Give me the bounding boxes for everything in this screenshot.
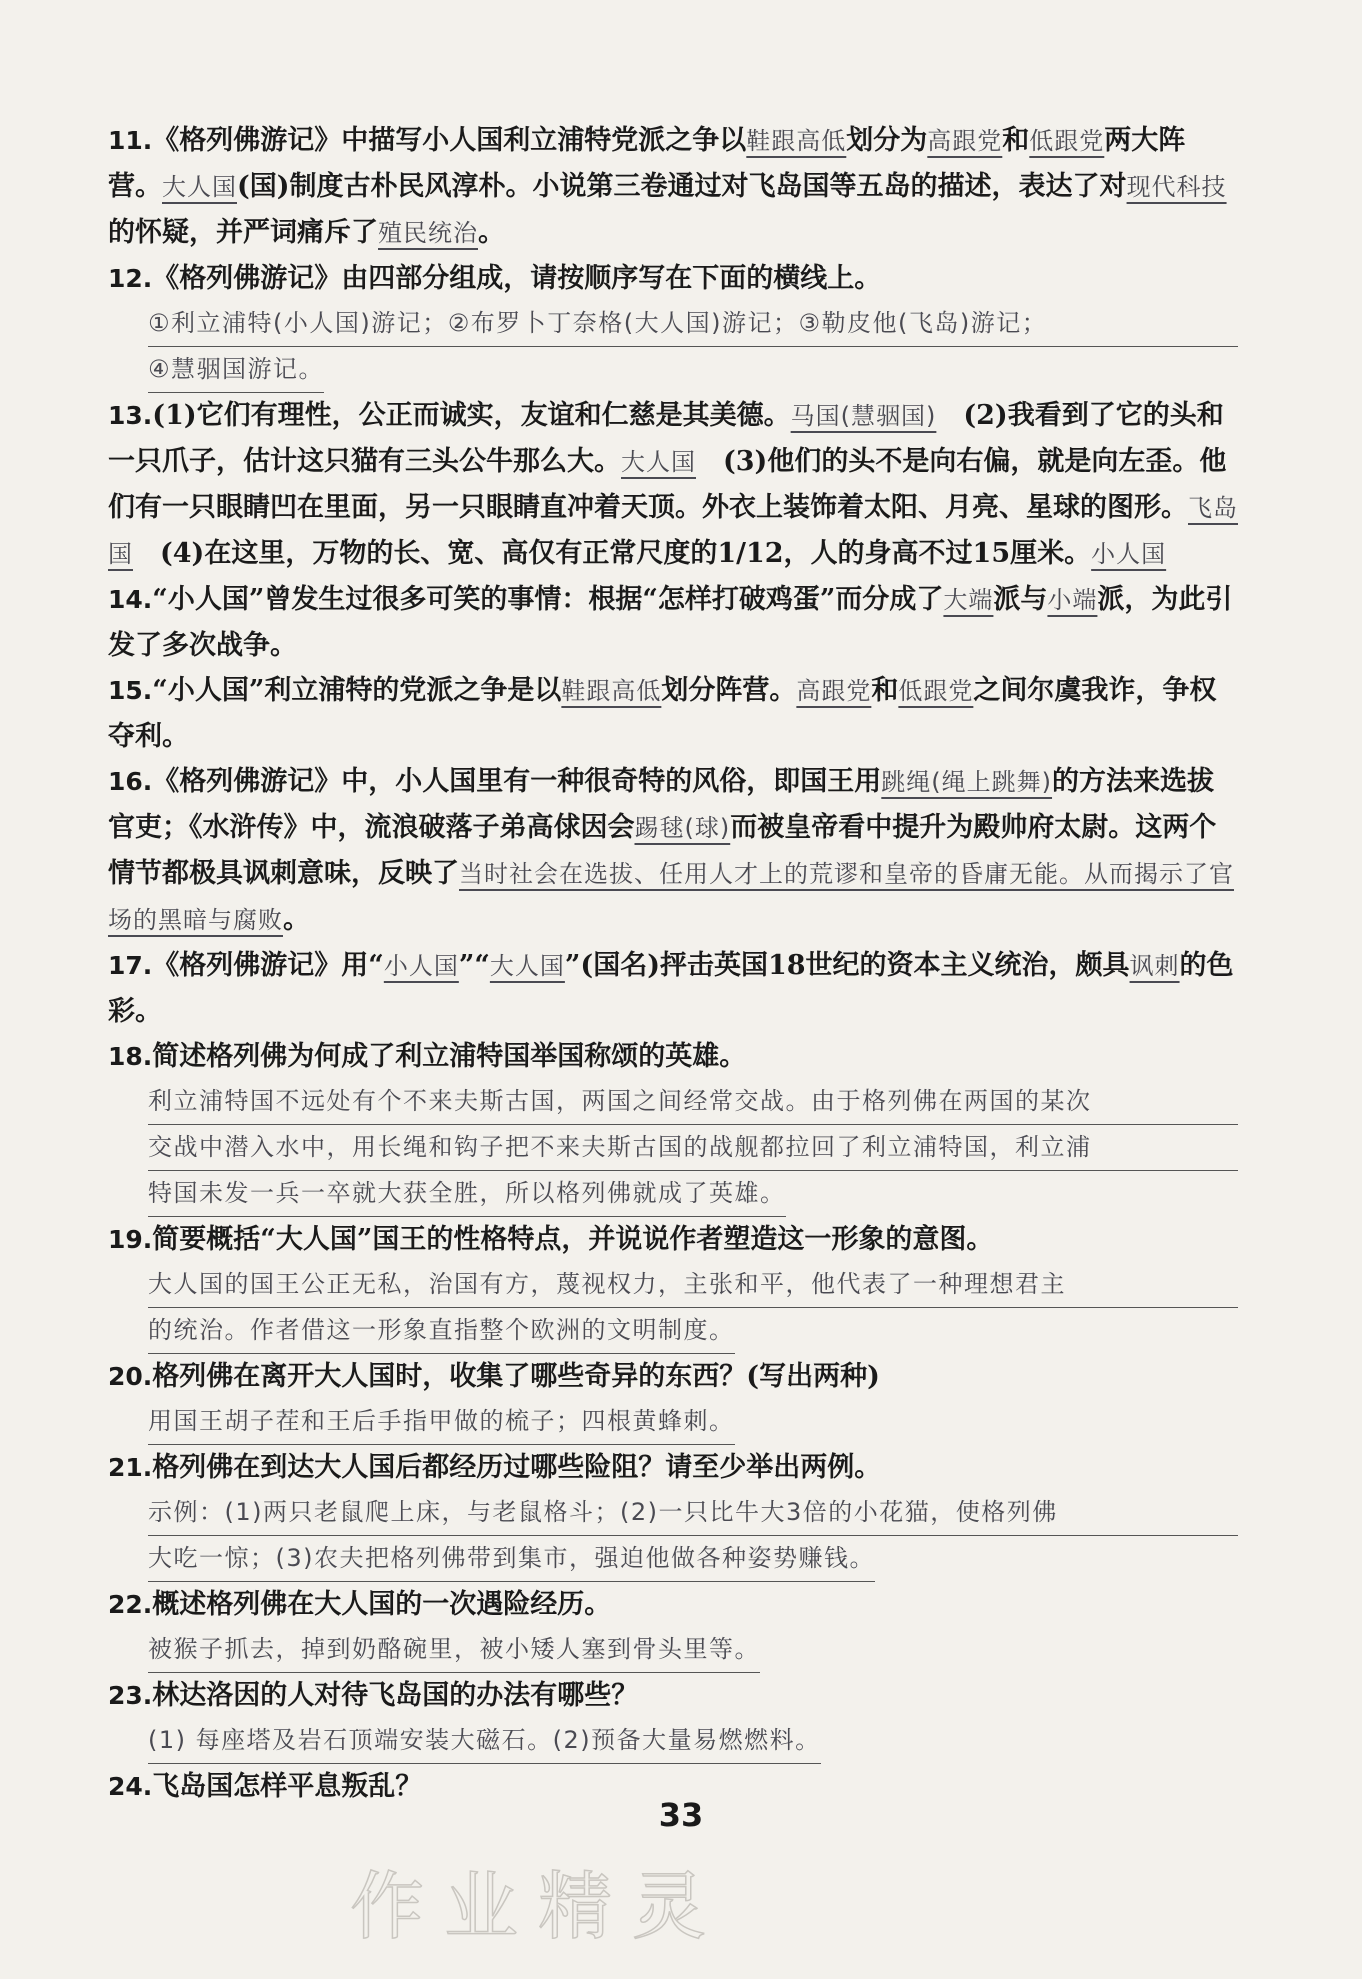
question-text: “小人国”利立浦特的党派之争是以 [152, 675, 562, 706]
page-number: 33 [658, 1796, 704, 1834]
question-text: “小人国”曾发生过很多可笑的事情：根据“怎样打破鸡蛋”而分成了 [152, 584, 944, 615]
answer-block [108, 1490, 1238, 1582]
answer-line: ④慧骃国游记。 [148, 347, 324, 393]
answer-line: 利立浦特国不远处有个不来夫斯古国，两国之间经常交战。由于格列佛在两国的某次 [148, 1079, 1238, 1125]
question-text: 的方法来选拔官吏；《水浒传》中，流浪破落子弟高俅因会 [108, 766, 1215, 843]
question-text: 《格列佛游记》由四部分组成，请按顺序写在下面的横线上。 [152, 263, 882, 294]
answer-line: 的统治。作者借这一形象直指整个欧洲的文明制度。 [148, 1308, 735, 1354]
question-text: 和 [871, 675, 899, 706]
question-text: ”“ [458, 950, 490, 981]
question-text: 《格列佛游记》中，小人国里有一种很奇特的风俗，即国王用 [152, 766, 882, 797]
question-number: 20. [108, 1362, 153, 1391]
question-number: 15. [108, 676, 153, 705]
question-text: 飞岛国怎样平息叛乱？ [152, 1771, 423, 1802]
answer-fill: 大端 [943, 586, 994, 614]
question-text: 划分为 [846, 125, 928, 156]
answer-fill: 小端 [1047, 586, 1098, 614]
answer-line: 大吃一惊；(3)农夫把格列佛带到集市，强迫他做各种姿势赚钱。 [148, 1536, 875, 1582]
answer-block [108, 1718, 1238, 1764]
answer-fill: 踢毬(球) [634, 814, 731, 842]
answer-fill: 讽刺 [1129, 952, 1180, 980]
answer-fill: 大人国 [489, 952, 565, 980]
question-number: 13. [108, 401, 153, 430]
question-text: 派与 [993, 584, 1048, 615]
question-text: 的怀疑，并严词痛斥了 [108, 217, 378, 248]
question-text: 之间尔虞我诈，争权夺利。 [108, 675, 1217, 752]
question-number: 21. [108, 1453, 153, 1482]
answer-line: (1) 每座塔及岩石顶端安装大磁石。(2)预备大量易燃燃料。 [148, 1718, 821, 1764]
question-text: 《格列佛游记》中描写小人国利立浦特党派之争以 [152, 125, 747, 156]
question-number: 14. [108, 585, 153, 614]
question-number: 16. [108, 767, 153, 796]
question-19 [108, 1217, 1238, 1354]
question-text: 。 [478, 217, 505, 248]
question-text: 概述格列佛在大人国的一次遇险经历。 [152, 1589, 612, 1620]
question-text: 简要概括“大人国”国王的性格特点，并说说作者塑造这一形象的意图。 [152, 1224, 994, 1255]
answer-line: ①利立浦特(小人国)游记；②布罗卜丁奈格(大人国)游记；③勒皮他(飞岛)游记； [148, 301, 1238, 347]
question-text: 两大阵营。 [108, 125, 1186, 202]
question-23 [108, 1673, 1238, 1764]
question-14 [108, 577, 1238, 668]
question-20 [108, 1354, 1238, 1445]
answer-line: 示例：(1)两只老鼠爬上床，与老鼠格斗；(2)一只比牛大3倍的小花猫，使格列佛 [148, 1490, 1238, 1536]
answer-fill: 大人国 [162, 173, 237, 201]
question-11 [108, 118, 1238, 256]
question-22 [108, 1582, 1238, 1673]
answer-fill: 跳绳(绳上跳舞) [881, 768, 1053, 796]
answer-fill: 高跟党 [796, 677, 872, 705]
question-number: 23. [108, 1681, 153, 1710]
question-text: (4)在这里，万物的长、宽、高仅有正常尺度的1/12，人的身高不过15厘米。 [133, 538, 1092, 569]
answer-block [108, 1627, 1238, 1673]
answer-line: 被猴子抓去，掉到奶酪碗里，被小矮人塞到骨头里等。 [148, 1627, 760, 1673]
answer-line: 特国未发一兵一卒就大获全胜，所以格列佛就成了英雄。 [148, 1171, 786, 1217]
question-text: 格列佛在离开大人国时，收集了哪些奇异的东西？(写出两种) [152, 1361, 880, 1392]
question-13 [108, 393, 1238, 577]
answer-fill: 鞋跟高低 [561, 677, 662, 705]
question-text: 林达洛因的人对待飞岛国的办法有哪些？ [152, 1680, 639, 1711]
answer-fill: 现代科技 [1126, 173, 1227, 201]
answer-line: 交战中潜入水中，用长绳和钩子把不来夫斯古国的战舰都拉回了利立浦特国，利立浦 [148, 1125, 1238, 1171]
answer-fill: 低跟党 [1029, 127, 1105, 155]
question-text: 简述格列佛为何成了利立浦特国举国称颂的英雄。 [152, 1041, 747, 1072]
question-18 [108, 1034, 1238, 1217]
answer-block [108, 1262, 1238, 1354]
answer-fill: 小人国 [383, 952, 459, 980]
question-number: 11. [108, 126, 153, 155]
answer-fill: 大人国 [621, 448, 696, 476]
question-12 [108, 256, 1238, 393]
question-number: 18. [108, 1042, 153, 1071]
question-15 [108, 668, 1238, 759]
question-text: 的色彩。 [108, 950, 1234, 1027]
answer-fill: 马国(慧骃国) [790, 402, 937, 430]
question-text: (3)他们的头不是向右偏，就是向左歪。他们有一只眼睛凹在里面，另一只眼睛直冲着天顶。外衣上装饰着太阳、月亮、星球的图形。 [108, 446, 1227, 523]
watermark: 作业精灵 [350, 1864, 726, 1950]
question-text: 划分阵营。 [661, 675, 797, 706]
question-number: 12. [108, 264, 153, 293]
question-list [108, 118, 1238, 1809]
answer-fill: 飞岛国 [108, 494, 1238, 568]
question-text: (2)我看到了它的头和一只爪子，估计这只猫有三头公牛那么大。 [108, 400, 1224, 477]
question-16 [108, 759, 1238, 943]
question-text: (1)它们有理性，公正而诚实，友谊和仁慈是其美德。 [152, 400, 791, 431]
question-text: 格列佛在到达大人国后都经历过哪些险阻？请至少举出两例。 [152, 1452, 882, 1483]
answer-fill: 小人国 [1091, 540, 1167, 568]
question-21 [108, 1445, 1238, 1582]
question-number: 19. [108, 1225, 153, 1254]
question-number: 24. [108, 1772, 153, 1801]
answer-fill: 当时社会在选拔、任用人才上的荒谬和皇帝的昏庸无能。从而揭示了官场的黑暗与腐败 [108, 860, 1234, 934]
answer-block [108, 301, 1238, 393]
answer-fill: 鞋跟高低 [746, 127, 847, 155]
question-number: 22. [108, 1590, 153, 1619]
question-text: 和 [1002, 125, 1030, 156]
question-number: 17. [108, 951, 153, 980]
answer-line: 用国王胡子茬和王后手指甲做的梳子；四根黄蜂刺。 [148, 1399, 735, 1445]
question-text: 《格列佛游记》用“ [152, 950, 384, 981]
question-17 [108, 943, 1238, 1034]
question-text: 。 [283, 904, 310, 935]
answer-fill: 高跟党 [927, 127, 1003, 155]
question-text: 而被皇帝看中提升为殿帅府太尉。这两个情节都极具讽刺意味，反映了 [108, 812, 1217, 889]
answer-block [108, 1079, 1238, 1217]
question-text: ”(国名)抨击英国18世纪的资本主义统治，颇具 [564, 950, 1130, 981]
answer-fill: 低跟党 [898, 677, 974, 705]
answer-line: 大人国的国王公正无私，治国有方，蔑视权力，主张和平，他代表了一种理想君主 [148, 1262, 1238, 1308]
answer-fill: 殖民统治 [378, 219, 478, 247]
answer-block [108, 1399, 1238, 1445]
question-text: (国)制度古朴民风淳朴。小说第三卷通过对飞岛国等五岛的描述，表达了对 [237, 171, 1127, 202]
question-text: 派，为此引发了多次战争。 [108, 584, 1233, 661]
